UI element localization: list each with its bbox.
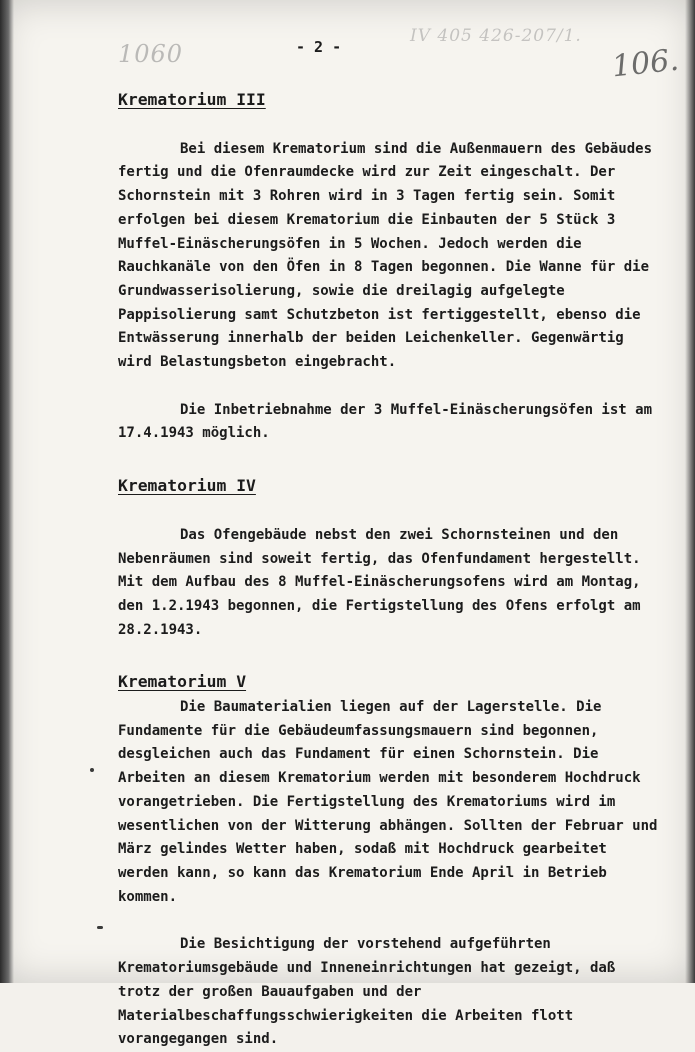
handwritten-archive-reference: IV 405 426-207/1. bbox=[410, 26, 582, 46]
document-body bbox=[118, 88, 666, 1052]
section-heading-krematorium-5: Krematorium V bbox=[118, 672, 247, 692]
scan-edge-left bbox=[0, 0, 14, 983]
paragraph-krematorium-3-status: Bei diesem Krematorium sind die Außenmauern des Gebäudes fertig und die Ofenraumdecke wird zur Zeit eingeschalt. Der Schornstein mit 3 Rohren wird in 3 Tagen fertig sein. Somit erfolgen bei diesem Krematorium die Einbauten der 5 Stück 3 Muffel-Einäscherungsöfen in 5 Wochen. Jedoch werden die Rauchkanäle von den Öfen in 8 Tagen begonnen. Die Wanne für die Grundwasserisolierung, sowie die dreilagig aufgelegte Pappisolierung samt Schutzbeton ist fertiggestellt, ebenso die Entwässerung innerhalb der beiden Leichenkeller. Gegenwärtig wird Belastungsbeton eingebracht. bbox=[118, 140, 661, 371]
margin-mark bbox=[90, 768, 94, 772]
handwritten-number-left: 1060 bbox=[118, 40, 184, 68]
paragraph-krematorium-4-status: Das Ofengebäude nebst den zwei Schornsteinen und den Nebenräumen sind soweit fertig, das Ofenfundament hergestellt. Mit dem Aufbau des 8 Muffel-Einäscherungsofens wird am Montag, den 1.2.1943 begonnen, die Fertigstellung des Ofens erfolgt am 28.2.1943. bbox=[118, 526, 650, 638]
handwritten-page-number: 106. bbox=[610, 42, 681, 85]
page-number: - 2 - bbox=[296, 38, 342, 56]
paragraph-krematorium-3-start-date: Die Inbetriebnahme der 3 Muffel-Einäscherungsöfen ist am 17.4.1943 möglich. bbox=[118, 401, 661, 442]
section-heading-krematorium-3: Krematorium III bbox=[118, 90, 266, 109]
paragraph-inspection-summary: Die Besichtigung der vorstehend aufgeführten Krematoriumsgebäude und Inneneinrichtungen hat gezeigt, daß trotz der großen Bauaufgaben und der Materialbeschaffungsschwierigkeiten die Arbeiten flott vorangegangen sind. bbox=[118, 936, 624, 1048]
scan-edge-right bbox=[685, 0, 695, 983]
margin-mark bbox=[97, 926, 103, 929]
section-heading-krematorium-4: Krematorium IV bbox=[118, 476, 256, 496]
paragraph-krematorium-5-status: Die Baumaterialien liegen auf der Lagerstelle. Die Fundamente für die Gebäudeumfassungsmauern sind begonnen, desgleichen auch das Fundament für einen Schornstein. Die Arbeiten an diesem Krematorium werden mit besonderem Hochdruck vorangetrieben. Die Fertigstellung des Krematoriums wird im wesentlichen von der Witterung abhängen. Sollten der Februar und März gelindes Wetter haben, sodaß mit Hochdruck gearbeitet werden kann, so kann das Krematorium Ende April in Betrieb kommen. bbox=[118, 699, 666, 905]
